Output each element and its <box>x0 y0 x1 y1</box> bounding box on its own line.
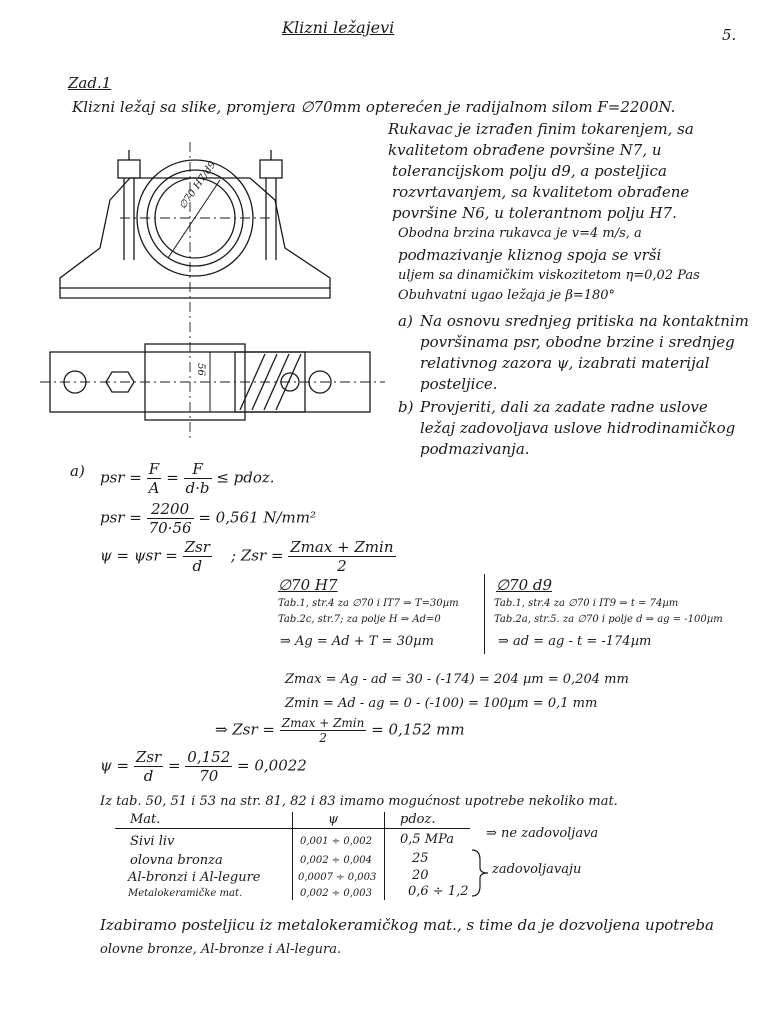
table-cell: Al-bronzi i Al-legure <box>128 870 261 885</box>
column-divider <box>484 574 485 654</box>
hole-line: Tab.1, str.4 za ∅70 i IT7 ⇒ T=30µm <box>278 598 459 609</box>
psi-value-formula: ψ = $\frac{\text{Zsr}}{d}$ = $\frac{0,152}{70}$ = 0,0022 <box>100 748 307 785</box>
item-line: ležaj zadovoljava uslove hidrodinamičkog <box>420 419 736 437</box>
shaft-title: ∅70 d9 <box>496 576 553 594</box>
page-number: 5. <box>722 26 737 44</box>
hole-line: ⇒ Ag = Ad + T = 30µm <box>280 634 434 649</box>
item-line: Provjeriti, dali za zadate radne uslove <box>420 398 708 416</box>
note-not-ok: ⇒ ne zadovoljava <box>486 826 599 841</box>
psi-value-f1-den: d <box>143 767 154 785</box>
psr-f1-den: A <box>148 479 160 497</box>
zsr-result: = 0,152 mm <box>371 720 465 739</box>
item-line: posteljice. <box>420 375 498 393</box>
shaft-line: ⇒ ad = ag - t = -174µm <box>498 634 652 649</box>
part-label: a) <box>70 462 85 480</box>
task-line: Obodna brzina rukavca je v=4 m/s, a <box>398 226 642 241</box>
psi-den: d <box>192 557 203 575</box>
task-line: Rukavac je izrađen finim tokarenjem, sa <box>388 120 694 138</box>
table-cell: 0,0007 ÷ 0,003 <box>298 872 377 883</box>
psi-z-num: Zmax + Zmin <box>290 538 394 556</box>
psi-formula <box>100 538 396 575</box>
psi-value-result: = 0,0022 <box>237 756 307 775</box>
zsr-formula <box>215 716 465 745</box>
table-intro: Iz tab. 50, 51 i 53 na str. 81, 82 i 83 imamo mogućnost upotrebe nekoliko mat. <box>100 794 618 809</box>
item-line: Na osnovu srednjeg pritiska na kontaktnim <box>420 312 749 330</box>
item-line: relativnog zazora ψ, izabrati materijal <box>420 354 710 372</box>
psi-lhs: ψ = ψsr = <box>100 546 178 565</box>
table-cell: Sivi liv <box>130 834 175 849</box>
width-label: 56 <box>194 363 206 376</box>
psi-value-f2-num: 0,152 <box>187 748 231 766</box>
zsr-num: Zmax + Zmin <box>281 716 365 730</box>
table-cell: 0,001 ÷ 0,002 <box>300 836 372 847</box>
psr-value-den: 70·56 <box>148 519 192 537</box>
psr-cond: ≤ pdoz. <box>216 468 275 487</box>
table-divider <box>292 812 293 900</box>
table-cell: 0,6 ÷ 1,2 <box>408 884 469 899</box>
item-line: površinama psr, obodne brzine i srednjeg <box>420 333 735 351</box>
hole-title: ∅70 H7 <box>278 576 338 594</box>
table-cell: 0,5 MPa <box>400 832 455 847</box>
shaft-line: Tab.1, str.4 za ∅70 i IT9 ⇒ t = 74µm <box>494 598 679 609</box>
task-line: kvalitetom obrađene površine N7, u <box>388 141 662 159</box>
psr-value-result: = 0,561 N/mm² <box>198 508 317 527</box>
zsr-lhs: ⇒ Zsr = <box>215 720 275 739</box>
table-cell: Metalokeramičke mat. <box>128 888 243 899</box>
psi-value-f2-den: 70 <box>199 767 219 785</box>
table-cell: 20 <box>412 868 429 883</box>
psr-lhs: psr <box>100 468 125 487</box>
shaft-line: Tab.2a, str.5. za ∅70 i polje d ⇒ ag = -100µm <box>494 614 723 625</box>
note-ok: zadovoljavaju <box>492 862 582 877</box>
psr-value-num: 2200 <box>147 500 194 519</box>
task-line: uljem sa dinamičkim viskozitetom η=0,02 Pas <box>398 268 700 283</box>
psr-f2-den: d·b <box>185 479 210 497</box>
table-header-psi: ψ <box>328 812 339 827</box>
zsr-den: 2 <box>319 731 327 745</box>
task-label: Zad.1 <box>68 74 112 92</box>
zmin-line: Zmin = Ad - ag = 0 - (-100) = 100µm = 0,1 mm <box>285 696 598 711</box>
psi-value-lhs: ψ = <box>100 756 130 775</box>
table-header-mat: Mat. <box>130 812 161 827</box>
item-line: podmazivanja. <box>420 440 530 458</box>
task-line: rozvrtavanjem, sa kvalitetom obrađene <box>392 183 690 201</box>
psr-f2-num: F <box>184 460 212 479</box>
task-line: površine N6, u tolerantnom polju H7. <box>392 204 677 222</box>
table-cell: olovna bronza <box>130 853 223 868</box>
table-cell: 25 <box>412 851 429 866</box>
bearing-drawing <box>40 140 430 450</box>
table-cell: 0,002 ÷ 0,003 <box>300 888 372 899</box>
zmax-line: Zmax = Ag - ad = 30 - (-174) = 204 µm = 0,204 mm <box>285 672 629 687</box>
psi-value-f1-num: Zsr <box>135 748 162 766</box>
page-title: Klizni ležajevi <box>282 18 395 37</box>
psi-z-lhs: ; Zsr = <box>231 546 284 565</box>
psi-num: Zsr <box>184 538 210 556</box>
item-marker: a) <box>398 312 413 330</box>
conclusion-line: Izabiramo posteljicu iz metalokeramičkog mat., s time da je dozvoljena upotreba <box>100 916 714 934</box>
diameter-label: ∅70 H7/d9 <box>177 159 219 212</box>
task-line: Klizni ležaj sa slike, promjera ∅70mm opterećen je radijalnom silom F=2200N. <box>72 98 676 116</box>
task-line: podmazivanje kliznog spoja se vrši <box>398 246 662 264</box>
psr-f1-num: F <box>147 460 162 479</box>
psr-value-formula: psr = $\frac{2200}{70\cdot 56}$ = 0,561 N/mm² <box>100 500 317 537</box>
table-header-pdoz: pdoz. <box>400 812 436 827</box>
brace <box>470 848 490 898</box>
task-line: tolerancijskom polju d9, a posteljica <box>392 162 667 180</box>
table-divider <box>384 812 385 900</box>
psr-formula: psr = $\frac{F}{A}$ = $\frac{F}{d\cdot b}$ ≤ pdoz. <box>100 460 275 497</box>
hole-line: Tab.2c, str.7; za polje H ⇒ Ad=0 <box>278 614 441 625</box>
conclusion-line: olovne bronze, Al-bronze i Al-legura. <box>100 942 342 957</box>
task-line: Obuhvatni ugao ležaja je β=180° <box>398 288 616 303</box>
psr-value-lhs: psr <box>100 508 125 527</box>
item-marker: b) <box>398 398 414 416</box>
table-cell: 0,002 ÷ 0,004 <box>300 855 372 866</box>
psi-z-den: 2 <box>337 557 347 575</box>
